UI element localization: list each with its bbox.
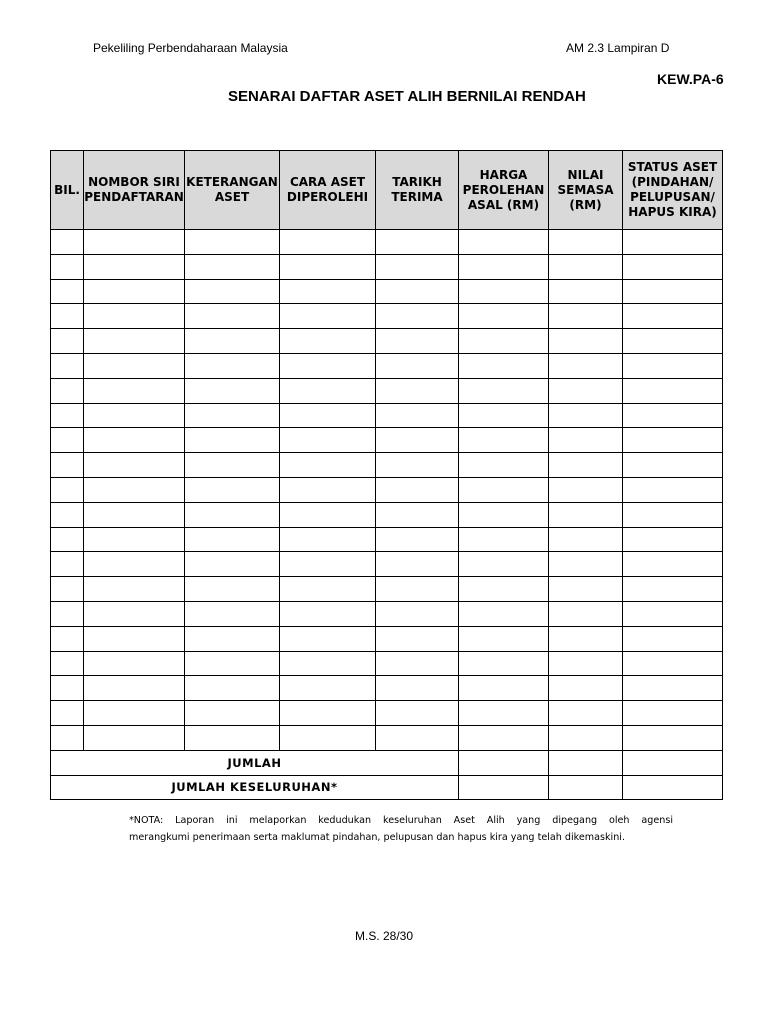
table-cell[interactable]	[376, 428, 459, 453]
table-cell[interactable]	[280, 329, 376, 354]
table-cell[interactable]	[51, 601, 84, 626]
grand-total-label: JUMLAH KESELURUHAN*	[51, 775, 459, 800]
table-cell[interactable]	[459, 279, 549, 304]
table-cell[interactable]	[623, 477, 723, 502]
table-cell[interactable]	[459, 477, 549, 502]
table-cell[interactable]	[376, 230, 459, 255]
table-row	[51, 329, 723, 354]
table-cell[interactable]	[623, 676, 723, 701]
col-header-nombor-siri: NOMBOR SIRI PENDAFTARAN	[84, 151, 185, 230]
table-cell[interactable]	[280, 601, 376, 626]
total-row	[51, 750, 723, 775]
table-cell[interactable]	[280, 502, 376, 527]
table-cell[interactable]	[623, 502, 723, 527]
table-cell[interactable]	[459, 676, 549, 701]
table-cell[interactable]	[376, 304, 459, 329]
table-cell[interactable]	[51, 725, 84, 750]
table-cell[interactable]	[623, 403, 723, 428]
table-cell[interactable]	[84, 552, 185, 577]
table-cell[interactable]	[623, 725, 723, 750]
table-cell[interactable]	[280, 304, 376, 329]
table-cell[interactable]	[459, 329, 549, 354]
table-cell[interactable]	[280, 254, 376, 279]
table-row	[51, 601, 723, 626]
table-cell[interactable]	[280, 527, 376, 552]
table-row	[51, 725, 723, 750]
col-header-nilai: NILAI SEMASA (RM)	[549, 151, 623, 230]
table-cell[interactable]	[623, 577, 723, 602]
table-cell[interactable]	[280, 701, 376, 726]
table-cell[interactable]	[280, 725, 376, 750]
document-header-left: Pekeliling Perbendaharaan Malaysia	[93, 41, 288, 55]
table-cell[interactable]	[549, 254, 623, 279]
table-cell[interactable]	[84, 502, 185, 527]
table-cell[interactable]	[549, 527, 623, 552]
table-cell[interactable]	[185, 477, 280, 502]
table-cell[interactable]	[51, 502, 84, 527]
table-cell[interactable]	[459, 304, 549, 329]
table-cell[interactable]	[51, 453, 84, 478]
table-cell[interactable]	[459, 651, 549, 676]
table-row	[51, 552, 723, 577]
table-cell[interactable]	[84, 279, 185, 304]
table-cell[interactable]	[549, 378, 623, 403]
table-cell[interactable]	[84, 676, 185, 701]
table-cell[interactable]	[376, 329, 459, 354]
table-cell[interactable]	[376, 577, 459, 602]
table-cell[interactable]	[549, 701, 623, 726]
table-cell[interactable]	[185, 502, 280, 527]
table-cell[interactable]	[84, 527, 185, 552]
table-cell[interactable]	[376, 477, 459, 502]
total-cell-nilai[interactable]	[549, 750, 623, 775]
asset-register-table	[50, 150, 723, 800]
table-cell[interactable]	[84, 453, 185, 478]
table-cell[interactable]	[459, 527, 549, 552]
table-cell[interactable]	[84, 701, 185, 726]
col-header-bil: BIL.	[51, 151, 84, 230]
table-row	[51, 353, 723, 378]
table-cell[interactable]	[623, 527, 723, 552]
table-cell[interactable]	[459, 626, 549, 651]
table-row	[51, 230, 723, 255]
table-cell[interactable]	[84, 403, 185, 428]
table-cell[interactable]	[549, 651, 623, 676]
table-cell[interactable]	[185, 651, 280, 676]
table-cell[interactable]	[549, 353, 623, 378]
table-cell[interactable]	[549, 428, 623, 453]
table-cell[interactable]	[459, 502, 549, 527]
table-cell[interactable]	[376, 601, 459, 626]
table-cell[interactable]	[84, 353, 185, 378]
grand-total-cell-harga[interactable]	[459, 775, 549, 800]
table-cell[interactable]	[84, 626, 185, 651]
table-cell[interactable]	[376, 552, 459, 577]
table-cell[interactable]	[623, 378, 723, 403]
grand-total-row	[51, 775, 723, 800]
table-cell[interactable]	[185, 304, 280, 329]
table-row	[51, 304, 723, 329]
table-cell[interactable]	[459, 353, 549, 378]
table-cell[interactable]	[376, 378, 459, 403]
grand-total-cell-status[interactable]	[623, 775, 723, 800]
table-cell[interactable]	[185, 601, 280, 626]
table-cell[interactable]	[623, 651, 723, 676]
table-cell[interactable]	[51, 279, 84, 304]
table-cell[interactable]	[84, 428, 185, 453]
table-cell[interactable]	[185, 725, 280, 750]
table-cell[interactable]	[549, 403, 623, 428]
table-cell[interactable]	[623, 279, 723, 304]
table-cell[interactable]	[84, 601, 185, 626]
table-cell[interactable]	[280, 626, 376, 651]
table-cell[interactable]	[51, 329, 84, 354]
table-cell[interactable]	[376, 279, 459, 304]
table-body	[51, 230, 723, 751]
table-cell[interactable]	[51, 651, 84, 676]
col-header-cara-aset: CARA ASET DIPEROLEHI	[280, 151, 376, 230]
table-cell[interactable]	[549, 329, 623, 354]
table-cell[interactable]	[459, 725, 549, 750]
table-cell[interactable]	[51, 626, 84, 651]
table-cell[interactable]	[280, 378, 376, 403]
table-row	[51, 502, 723, 527]
table-cell[interactable]	[185, 428, 280, 453]
table-row	[51, 453, 723, 478]
table-cell[interactable]	[84, 477, 185, 502]
page-number: M.S. 28/30	[354, 929, 414, 943]
table-cell[interactable]	[459, 428, 549, 453]
total-cell-status[interactable]	[623, 750, 723, 775]
table-cell[interactable]	[623, 552, 723, 577]
table-cell[interactable]	[459, 601, 549, 626]
table-cell[interactable]	[280, 353, 376, 378]
table-cell[interactable]	[376, 626, 459, 651]
table-cell[interactable]	[84, 378, 185, 403]
table-cell[interactable]	[84, 329, 185, 354]
table-cell[interactable]	[51, 477, 84, 502]
table-cell[interactable]	[185, 453, 280, 478]
document-header-right: AM 2.3 Lampiran D	[566, 41, 670, 55]
table-cell[interactable]	[549, 502, 623, 527]
table-cell[interactable]	[623, 626, 723, 651]
table-cell[interactable]	[280, 552, 376, 577]
table-cell[interactable]	[84, 304, 185, 329]
table-cell[interactable]	[376, 254, 459, 279]
table-row	[51, 577, 723, 602]
table-cell[interactable]	[549, 230, 623, 255]
table-cell[interactable]	[459, 453, 549, 478]
table-cell[interactable]	[549, 304, 623, 329]
table-cell[interactable]	[376, 353, 459, 378]
table-cell[interactable]	[185, 329, 280, 354]
table-cell[interactable]	[280, 453, 376, 478]
table-cell[interactable]	[549, 577, 623, 602]
col-header-harga: HARGA PEROLEHAN ASAL (RM)	[459, 151, 549, 230]
table-cell[interactable]	[84, 725, 185, 750]
note-line-1: *NOTA: Laporan ini melaporkan kedudukan keseluruhan Aset Alih yang dipegang oleh agensi	[129, 815, 673, 826]
table-cell[interactable]	[185, 527, 280, 552]
table-row	[51, 378, 723, 403]
col-header-status: STATUS ASET (PINDAHAN/ PELUPUSAN/ HAPUS KIRA)	[623, 151, 723, 230]
table-row	[51, 428, 723, 453]
table-row	[51, 701, 723, 726]
table-cell[interactable]	[549, 626, 623, 651]
table-cell[interactable]	[51, 378, 84, 403]
table-cell[interactable]	[280, 477, 376, 502]
col-header-keterangan: KETERANGAN ASET	[185, 151, 280, 230]
table-cell[interactable]	[280, 403, 376, 428]
table-cell[interactable]	[376, 676, 459, 701]
table-cell[interactable]	[549, 676, 623, 701]
form-code: KEW.PA-6	[657, 71, 724, 87]
table-cell[interactable]	[623, 230, 723, 255]
table-row	[51, 676, 723, 701]
page-title: SENARAI DAFTAR ASET ALIH BERNILAI RENDAH	[228, 88, 586, 105]
table-cell[interactable]	[623, 428, 723, 453]
table-cell[interactable]	[376, 527, 459, 552]
table-cell[interactable]	[185, 378, 280, 403]
table-cell[interactable]	[185, 403, 280, 428]
total-label: JUMLAH	[51, 750, 459, 775]
table-cell[interactable]	[185, 279, 280, 304]
table-cell[interactable]	[623, 701, 723, 726]
table-cell[interactable]	[376, 403, 459, 428]
table-cell[interactable]	[623, 254, 723, 279]
table-row	[51, 626, 723, 651]
table-row	[51, 403, 723, 428]
table-cell[interactable]	[280, 651, 376, 676]
table-cell[interactable]	[185, 577, 280, 602]
table-cell[interactable]	[459, 230, 549, 255]
table-row	[51, 527, 723, 552]
table-cell[interactable]	[623, 453, 723, 478]
table-cell[interactable]	[185, 676, 280, 701]
table-header-row	[51, 151, 723, 230]
table-cell[interactable]	[51, 552, 84, 577]
table-cell[interactable]	[185, 552, 280, 577]
table-cell[interactable]	[51, 676, 84, 701]
table-cell[interactable]	[280, 577, 376, 602]
table-cell[interactable]	[459, 552, 549, 577]
table-cell[interactable]	[623, 353, 723, 378]
table-cell[interactable]	[84, 230, 185, 255]
table-cell[interactable]	[51, 403, 84, 428]
note-line-2: merangkumi penerimaan serta maklumat pindahan, pelupusan dan hapus kira yang telah dikemaskini.	[129, 832, 626, 843]
table-cell[interactable]	[459, 577, 549, 602]
table-cell[interactable]	[376, 502, 459, 527]
table-cell[interactable]	[51, 254, 84, 279]
note-text	[129, 812, 673, 846]
table-cell[interactable]	[51, 701, 84, 726]
table-cell[interactable]	[84, 254, 185, 279]
table-row	[51, 279, 723, 304]
table-cell[interactable]	[459, 378, 549, 403]
table-cell[interactable]	[549, 725, 623, 750]
table-cell[interactable]	[549, 477, 623, 502]
table-cell[interactable]	[549, 552, 623, 577]
table-cell[interactable]	[280, 279, 376, 304]
col-header-tarikh: TARIKH TERIMA	[376, 151, 459, 230]
table-cell[interactable]	[185, 701, 280, 726]
table-row	[51, 477, 723, 502]
table-cell[interactable]	[549, 279, 623, 304]
table-cell[interactable]	[280, 230, 376, 255]
table-cell[interactable]	[51, 353, 84, 378]
table-cell[interactable]	[376, 701, 459, 726]
table-cell[interactable]	[549, 601, 623, 626]
grand-total-cell-nilai[interactable]	[549, 775, 623, 800]
table-cell[interactable]	[84, 577, 185, 602]
table-cell[interactable]	[51, 230, 84, 255]
table-cell[interactable]	[280, 676, 376, 701]
table-cell[interactable]	[549, 453, 623, 478]
table-cell[interactable]	[51, 527, 84, 552]
table-row	[51, 254, 723, 279]
table-cell[interactable]	[376, 725, 459, 750]
table-cell[interactable]	[623, 329, 723, 354]
table-cell[interactable]	[623, 304, 723, 329]
table-cell[interactable]	[185, 230, 280, 255]
table-row	[51, 651, 723, 676]
table-cell[interactable]	[185, 353, 280, 378]
table-cell[interactable]	[376, 453, 459, 478]
total-cell-harga[interactable]	[459, 750, 549, 775]
table-cell[interactable]	[459, 403, 549, 428]
table-cell[interactable]	[459, 254, 549, 279]
table-cell[interactable]	[623, 601, 723, 626]
table-cell[interactable]	[459, 701, 549, 726]
table-cell[interactable]	[51, 304, 84, 329]
table-cell[interactable]	[185, 254, 280, 279]
table-cell[interactable]	[280, 428, 376, 453]
table-cell[interactable]	[84, 651, 185, 676]
table-cell[interactable]	[185, 626, 280, 651]
table-cell[interactable]	[51, 428, 84, 453]
table-cell[interactable]	[376, 651, 459, 676]
table-cell[interactable]	[51, 577, 84, 602]
